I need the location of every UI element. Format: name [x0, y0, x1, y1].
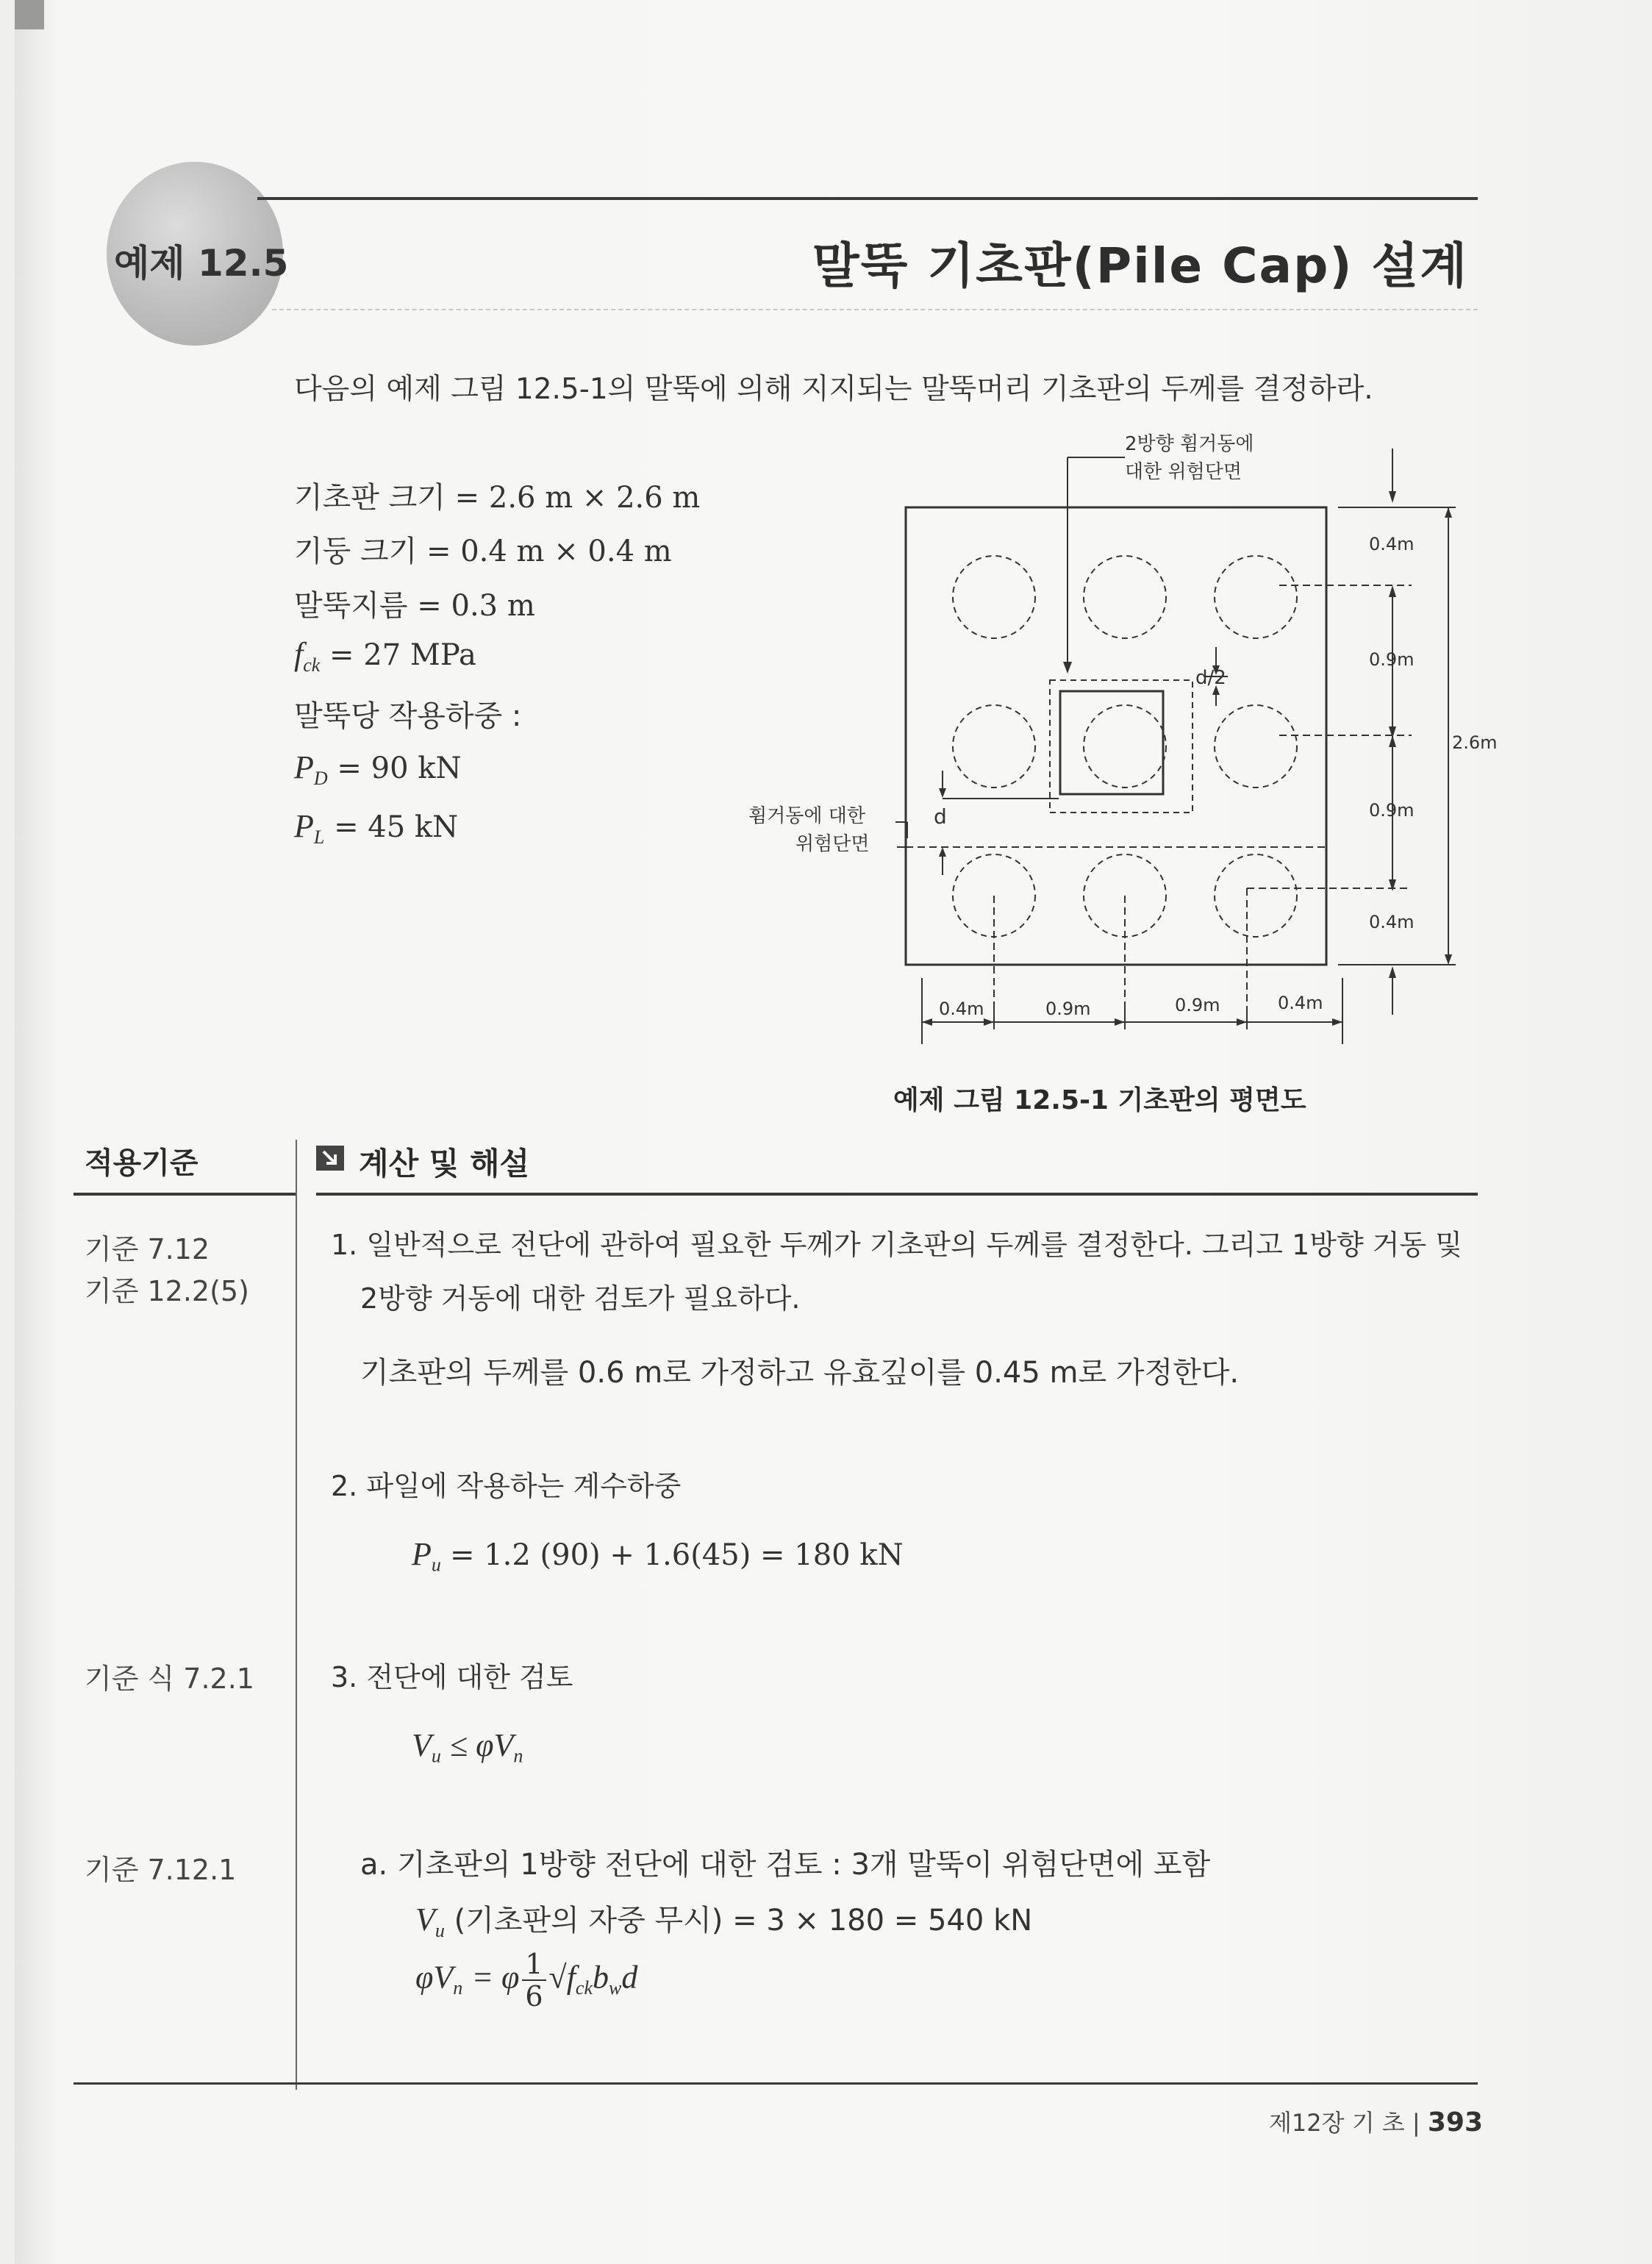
given-item: $f_{ck} = 27$ MPa — [294, 636, 476, 676]
pile — [1215, 854, 1297, 937]
pile — [953, 705, 1035, 788]
step-3-equation: $V_u \le \varphi V_n$ — [412, 1727, 523, 1767]
side-heading-rule — [74, 1193, 296, 1196]
dim-right-label: 0.4m — [1369, 912, 1415, 932]
dim-bottom-label: 0.4m — [1278, 993, 1323, 1013]
dim-total-label: 2.6m — [1452, 732, 1498, 753]
footer-rule — [74, 2082, 1478, 2085]
intro-text: 다음의 예제 그림 12.5-1의 말뚝에 의해 지지되는 말뚝머리 기초판의 두께를 결정하라. — [294, 373, 1373, 406]
given-item: 기둥 크기 = 0.4 m × 0.4 m — [294, 535, 672, 568]
step-1-line-1: 1. 일반적으로 전단에 관하여 필요한 두께가 기초판의 두께를 결정한다. 그리고 1방향 거동 및 — [331, 1229, 1462, 1261]
section-heading: 계산 및 해설 — [359, 1146, 530, 1182]
step-1-note: 기초판의 두께를 0.6 m로 가정하고 유효깊이를 0.45 m로 가정한다. — [360, 1356, 1240, 1390]
arrow-box-icon — [316, 1146, 344, 1171]
two-way-critical-section — [1050, 680, 1192, 813]
pile — [1084, 556, 1166, 638]
pile-cap-plan-figure — [15, 0, 1652, 1074]
reference: 기준 7.12.1 — [85, 1854, 237, 1886]
arrow-box-icon-glyph — [316, 1146, 344, 1171]
book-page — [15, 0, 1652, 2264]
figure-caption: 예제 그림 12.5-1 기초판의 평면도 — [893, 1085, 1306, 1115]
pile — [1215, 705, 1297, 788]
dim-bottom-label: 0.9m — [1045, 999, 1091, 1019]
label-two-way-line1: 2방향 휨거동에 — [1125, 433, 1254, 455]
dim-right-label: 0.9m — [1369, 649, 1415, 670]
reference: 기준 7.12 — [85, 1233, 210, 1265]
pile-cap-outline — [906, 507, 1326, 965]
given-item: 말뚝당 작용하중 : — [294, 699, 522, 733]
label-d: d — [934, 804, 947, 829]
step-a-line-1: a. 기초판의 1방향 전단에 대한 검토 : 3개 말뚝이 위험단면에 포함 — [360, 1848, 1211, 1882]
example-badge-label: 예제 12.5 — [114, 242, 289, 285]
step-2-heading: 2. 파일에 작용하는 계수하중 — [331, 1470, 682, 1502]
pile — [953, 556, 1035, 638]
given-item: 말뚝지름 = 0.3 m — [294, 589, 535, 623]
section-heading-rule — [316, 1193, 1478, 1196]
step-2-equation: $P_u = 1.2$ (90) + 1.6(45) = 180 kN — [412, 1536, 904, 1576]
step-a-line-2: $V_u$ (기초판의 자중 무시) = 3 × 180 = 540 kN — [415, 1901, 1033, 1941]
dim-bottom-label: 0.4m — [939, 999, 984, 1019]
label-two-way-line2: 대한 위험단면 — [1125, 461, 1242, 483]
label-one-way-line2: 위험단면 — [795, 833, 870, 855]
fraction: $\frac{1}{6}$ — [522, 1949, 546, 2012]
reference: 기준 12.2(5) — [85, 1275, 249, 1307]
label-one-way-line1: 휨거동에 대한 — [748, 805, 865, 827]
side-heading: 적용기준 — [85, 1146, 199, 1180]
dim-right-label: 0.9m — [1369, 800, 1415, 821]
dim-bottom-label: 0.9m — [1175, 995, 1220, 1015]
pile — [1084, 705, 1166, 788]
step-a-equation: $\varphi V_n = \varphi$ $\frac{1}{6}$ $√f_{ck}b_wd$ — [415, 1948, 638, 2013]
given-item: 기초판 크기 = 2.6 m × 2.6 m — [294, 481, 701, 515]
given-item: $P_D = 90$ kN — [294, 749, 462, 789]
step-3-heading: 3. 전단에 대한 검토 — [331, 1661, 573, 1693]
pile — [1215, 556, 1297, 638]
label-d-half: d/2 — [1195, 667, 1226, 689]
page-title: 말뚝 기초판(Pile Cap) 설계 — [812, 238, 1468, 294]
dim-right-label: 0.4m — [1369, 534, 1415, 554]
reference: 기준 식 7.2.1 — [85, 1663, 254, 1695]
step-1-line-2: 2방향 거동에 대한 검토가 필요하다. — [360, 1282, 801, 1315]
page-footer: 제12장 기 초 | 393 — [1269, 2107, 1483, 2138]
column-divider — [296, 1140, 297, 2090]
given-item: $P_L = 45$ kN — [294, 808, 459, 848]
